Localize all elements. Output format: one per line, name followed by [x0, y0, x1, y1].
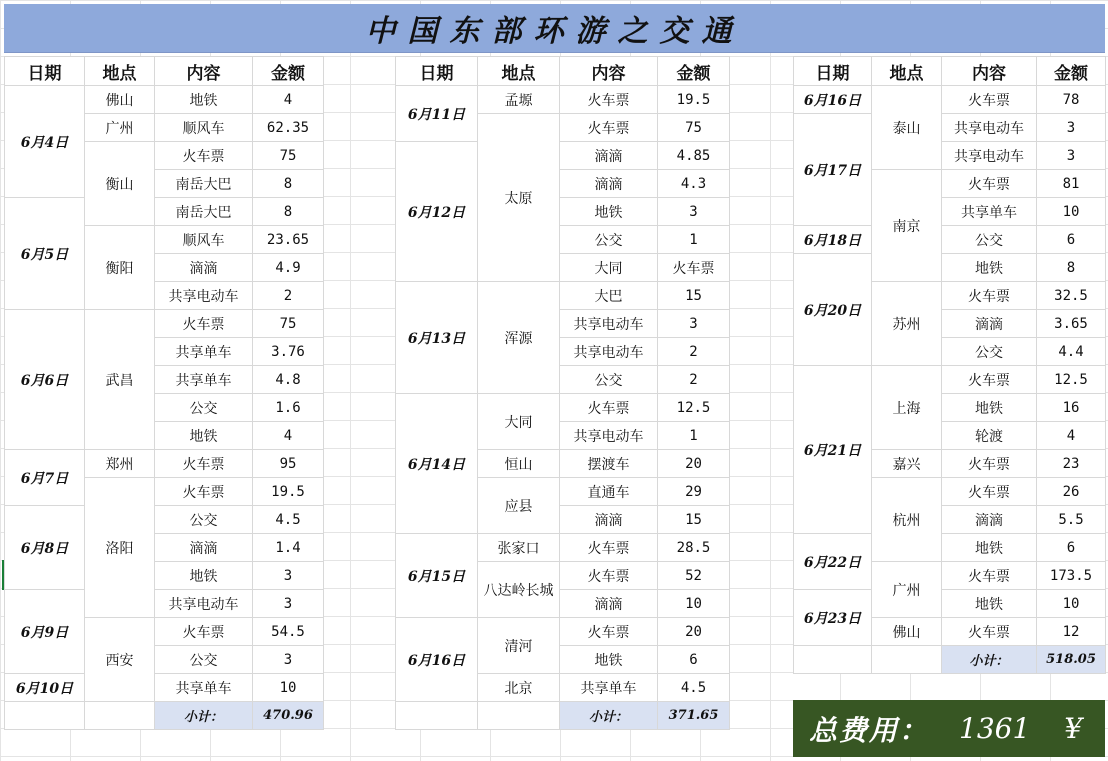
date-cell[interactable]: 6月8日 [5, 506, 85, 590]
content-cell[interactable]: 顺风车 [155, 226, 253, 254]
place-cell[interactable]: 南京 [872, 170, 942, 282]
sheet-title-bar [4, 4, 1105, 53]
content-cell[interactable]: 公交 [560, 366, 658, 394]
amount-cell[interactable]: 8 [253, 170, 324, 198]
date-cell[interactable]: 6月20日 [794, 254, 872, 366]
header-content: 内容 [155, 57, 253, 86]
date-cell[interactable]: 6月14日 [396, 394, 478, 534]
content-cell[interactable]: 摆渡车 [560, 450, 658, 478]
table-row [794, 534, 1106, 562]
amount-cell[interactable]: 3 [658, 310, 730, 338]
amount-cell[interactable]: 20 [658, 450, 730, 478]
amount-cell[interactable]: 10 [1037, 198, 1106, 226]
table-row [794, 590, 1106, 618]
content-cell[interactable]: 共享电动车 [942, 114, 1037, 142]
amount-cell[interactable]: 4 [253, 86, 324, 114]
amount-cell[interactable]: 173.5 [1037, 562, 1106, 590]
place-cell[interactable]: 清河 [478, 618, 560, 674]
place-cell[interactable]: 孟塬 [478, 86, 560, 114]
content-cell[interactable]: 地铁 [155, 422, 253, 450]
table-row [794, 114, 1106, 142]
subtotal-value[interactable]: 470.96 [253, 702, 324, 730]
table-row [5, 506, 324, 534]
amount-cell[interactable]: 23 [1037, 450, 1106, 478]
amount-cell[interactable]: 4.8 [253, 366, 324, 394]
amount-cell[interactable]: 1.6 [253, 394, 324, 422]
expense-table-1 [4, 56, 324, 730]
amount-cell[interactable]: 3 [1037, 142, 1106, 170]
place-cell[interactable]: 苏州 [872, 282, 942, 366]
header-place: 地点 [85, 57, 155, 86]
table-row [5, 674, 324, 702]
content-cell[interactable]: 公交 [155, 394, 253, 422]
expense-table-3 [793, 56, 1106, 674]
content-cell[interactable]: 地铁 [942, 394, 1037, 422]
date-cell[interactable]: 6月22日 [794, 534, 872, 590]
content-cell[interactable]: 轮渡 [942, 422, 1037, 450]
content-cell[interactable]: 火车票 [942, 170, 1037, 198]
place-cell[interactable]: 张家口 [478, 534, 560, 562]
content-cell[interactable]: 共享单车 [155, 674, 253, 702]
amount-cell[interactable]: 10 [1037, 590, 1106, 618]
amount-cell[interactable]: 4 [1037, 422, 1106, 450]
header-content: 内容 [942, 57, 1037, 86]
empty-cell[interactable] [85, 702, 155, 730]
place-cell[interactable]: 大同 [560, 254, 658, 282]
amount-cell[interactable]: 5.5 [1037, 506, 1106, 534]
content-cell[interactable]: 火车票 [942, 450, 1037, 478]
content-cell[interactable]: 共享电动车 [942, 142, 1037, 170]
amount-cell[interactable]: 10 [658, 590, 730, 618]
content-cell[interactable]: 南岳大巴 [155, 198, 253, 226]
content-cell[interactable]: 地铁 [560, 646, 658, 674]
amount-cell[interactable]: 4.3 [658, 170, 730, 198]
header-date: 日期 [396, 57, 478, 86]
content-cell[interactable]: 火车票 [155, 450, 253, 478]
amount-cell[interactable]: 4 [253, 422, 324, 450]
content-cell[interactable]: 共享单车 [155, 338, 253, 366]
content-cell[interactable]: 火车票 [942, 618, 1037, 646]
place-cell[interactable]: 衡阳 [85, 226, 155, 310]
amount-cell[interactable]: 12 [1037, 618, 1106, 646]
table-row [794, 226, 1106, 254]
total-cost-value: 1361 [959, 712, 1031, 745]
content-cell[interactable]: 火车票 [942, 366, 1037, 394]
place-cell[interactable]: 上海 [872, 366, 942, 450]
amount-cell[interactable]: 3.76 [253, 338, 324, 366]
table-row [5, 590, 324, 618]
content-cell[interactable]: 滴滴 [560, 506, 658, 534]
header-row [794, 57, 1106, 86]
date-cell[interactable]: 6月15日 [396, 534, 478, 618]
amount-cell[interactable]: 3.65 [1037, 310, 1106, 338]
place-cell[interactable]: 杭州 [872, 478, 942, 562]
subtotal-value[interactable]: 518.05 [1037, 646, 1106, 674]
amount-cell[interactable]: 32.5 [1037, 282, 1106, 310]
amount-cell[interactable]: 4.5 [658, 674, 730, 702]
date-cell[interactable]: 6月16日 [794, 86, 872, 114]
header-date: 日期 [794, 57, 872, 86]
date-cell[interactable]: 6月4日 [5, 86, 85, 198]
table-row [794, 254, 1106, 282]
content-cell[interactable]: 火车票 [942, 282, 1037, 310]
place-cell[interactable]: 嘉兴 [872, 450, 942, 478]
date-cell[interactable]: 6月7日 [5, 450, 85, 506]
content-cell[interactable]: 火车票 [155, 478, 253, 506]
date-cell[interactable]: 6月13日 [396, 282, 478, 394]
table-row [5, 450, 324, 478]
place-cell[interactable]: 太原 [478, 114, 560, 282]
amount-cell[interactable]: 54.5 [253, 618, 324, 646]
amount-cell[interactable]: 29 [658, 478, 730, 506]
amount-cell[interactable]: 6 [1037, 226, 1106, 254]
expense-table-2 [395, 56, 730, 730]
table-row [396, 86, 730, 114]
place-cell[interactable]: 郑州 [85, 450, 155, 478]
content-cell[interactable]: 滴滴 [155, 254, 253, 282]
amount-cell[interactable]: 3 [253, 590, 324, 618]
date-cell[interactable]: 6月12日 [396, 142, 478, 282]
header-amount: 金额 [1037, 57, 1106, 86]
content-cell[interactable]: 共享电动车 [155, 282, 253, 310]
header-date: 日期 [5, 57, 85, 86]
amount-cell[interactable]: 15 [658, 506, 730, 534]
date-cell[interactable]: 6月17日 [794, 114, 872, 226]
sheet-title: 中国东部环游之交通 [365, 14, 744, 49]
content-cell[interactable]: 火车票 [155, 310, 253, 338]
amount-cell[interactable]: 3 [253, 562, 324, 590]
amount-cell[interactable]: 15 [658, 282, 730, 310]
content-cell[interactable]: 共享单车 [155, 366, 253, 394]
content-cell[interactable]: 地铁 [155, 562, 253, 590]
table-row [5, 198, 324, 226]
date-cell[interactable]: 6月21日 [794, 366, 872, 534]
header-amount: 金额 [658, 57, 730, 86]
amount-cell[interactable]: 4.85 [658, 142, 730, 170]
table-row [794, 366, 1106, 394]
amount-cell[interactable]: 75 [253, 310, 324, 338]
table-row [794, 86, 1106, 114]
date-cell[interactable]: 6月5日 [5, 198, 85, 310]
table-row [396, 394, 730, 422]
content-cell[interactable]: 地铁 [560, 198, 658, 226]
content-cell[interactable]: 公交 [155, 506, 253, 534]
content-cell[interactable]: 滴滴 [560, 170, 658, 198]
amount-cell[interactable]: 16 [1037, 394, 1106, 422]
header-row [396, 57, 730, 86]
place-cell[interactable]: 佛山 [85, 86, 155, 114]
content-cell[interactable]: 滴滴 [942, 310, 1037, 338]
table-row [396, 142, 730, 170]
subtotal-row [794, 646, 1106, 674]
content-cell[interactable]: 公交 [155, 646, 253, 674]
content-cell[interactable]: 南岳大巴 [155, 170, 253, 198]
table-row [396, 618, 730, 646]
table-row [5, 310, 324, 338]
content-cell[interactable]: 滴滴 [155, 534, 253, 562]
place-cell[interactable]: 广州 [872, 562, 942, 618]
amount-cell[interactable]: 3 [1037, 114, 1106, 142]
header-place: 地点 [478, 57, 560, 86]
content-cell[interactable]: 共享电动车 [155, 590, 253, 618]
amount-cell[interactable]: 52 [658, 562, 730, 590]
amount-cell[interactable]: 1 [658, 226, 730, 254]
subtotal-label[interactable]: 小计： [560, 702, 658, 730]
amount-cell[interactable]: 81 [1037, 170, 1106, 198]
place-cell[interactable]: 恒山 [478, 450, 560, 478]
amount-cell[interactable]: 6 [658, 646, 730, 674]
place-cell[interactable]: 应县 [478, 478, 560, 534]
content-cell[interactable]: 公交 [942, 226, 1037, 254]
date-cell[interactable]: 6月9日 [5, 590, 85, 674]
content-cell[interactable]: 公交 [560, 226, 658, 254]
amount-cell[interactable]: 8 [1037, 254, 1106, 282]
amount-cell[interactable]: 78 [1037, 86, 1106, 114]
amount-cell[interactable]: 4.9 [253, 254, 324, 282]
amount-cell[interactable]: 1.4 [253, 534, 324, 562]
header-content: 内容 [560, 57, 658, 86]
date-cell[interactable]: 6月23日 [794, 590, 872, 646]
place-cell[interactable]: 泰山 [872, 86, 942, 170]
amount-cell[interactable]: 2 [658, 366, 730, 394]
empty-cell[interactable] [396, 702, 478, 730]
content-cell[interactable]: 公交 [942, 338, 1037, 366]
content-cell[interactable]: 火车票 [560, 86, 658, 114]
content-cell[interactable]: 火车票 [658, 254, 730, 282]
subtotal-row [5, 702, 324, 730]
amount-cell[interactable]: 62.35 [253, 114, 324, 142]
content-cell[interactable]: 共享电动车 [560, 338, 658, 366]
amount-cell[interactable]: 26 [1037, 478, 1106, 506]
content-cell[interactable]: 火车票 [560, 562, 658, 590]
amount-cell[interactable]: 2 [253, 282, 324, 310]
total-cost-label: 总费用： [809, 713, 930, 747]
content-cell[interactable]: 共享电动车 [560, 310, 658, 338]
amount-cell[interactable]: 19.5 [658, 86, 730, 114]
place-cell[interactable]: 洛阳 [85, 478, 155, 618]
content-cell[interactable]: 地铁 [942, 254, 1037, 282]
place-cell[interactable]: 广州 [85, 114, 155, 142]
content-cell[interactable]: 共享单车 [942, 198, 1037, 226]
date-cell[interactable]: 6月11日 [396, 86, 478, 142]
content-cell[interactable]: 滴滴 [560, 142, 658, 170]
header-amount: 金额 [253, 57, 324, 86]
subtotal-label[interactable]: 小计： [155, 702, 253, 730]
content-cell[interactable]: 共享单车 [560, 674, 658, 702]
content-cell[interactable]: 大巴 [560, 282, 658, 310]
table-row [396, 534, 730, 562]
content-cell[interactable]: 火车票 [942, 562, 1037, 590]
content-cell[interactable]: 共享电动车 [560, 422, 658, 450]
amount-cell[interactable]: 12.5 [658, 394, 730, 422]
amount-cell[interactable]: 10 [253, 674, 324, 702]
amount-cell[interactable]: 3 [658, 198, 730, 226]
content-cell[interactable]: 火车票 [560, 114, 658, 142]
amount-cell[interactable]: 19.5 [253, 478, 324, 506]
subtotal-value[interactable]: 371.65 [658, 702, 730, 730]
content-cell[interactable]: 火车票 [560, 618, 658, 646]
content-cell[interactable]: 滴滴 [942, 506, 1037, 534]
content-cell[interactable]: 顺风车 [155, 114, 253, 142]
content-cell[interactable]: 地铁 [942, 534, 1037, 562]
amount-cell[interactable]: 8 [253, 198, 324, 226]
total-cost-banner [793, 700, 1105, 757]
content-cell[interactable]: 滴滴 [560, 590, 658, 618]
header-place: 地点 [872, 57, 942, 86]
content-cell[interactable]: 火车票 [560, 394, 658, 422]
amount-cell[interactable]: 4.5 [253, 506, 324, 534]
content-cell[interactable]: 火车票 [560, 534, 658, 562]
empty-cell[interactable] [872, 646, 942, 674]
amount-cell[interactable]: 2 [658, 338, 730, 366]
amount-cell[interactable]: 75 [253, 142, 324, 170]
amount-cell[interactable]: 95 [253, 450, 324, 478]
date-cell[interactable]: 6月6日 [5, 310, 85, 450]
content-cell[interactable]: 火车票 [942, 478, 1037, 506]
amount-cell[interactable]: 6 [1037, 534, 1106, 562]
content-cell[interactable]: 火车票 [155, 618, 253, 646]
place-cell[interactable]: 浑源 [478, 282, 560, 394]
place-cell[interactable]: 八达岭长城 [478, 562, 560, 618]
subtotal-row [396, 702, 730, 730]
place-cell[interactable]: 武昌 [85, 310, 155, 450]
date-cell[interactable]: 6月18日 [794, 226, 872, 254]
amount-cell[interactable]: 1 [658, 422, 730, 450]
place-cell[interactable]: 北京 [478, 674, 560, 702]
content-cell[interactable]: 火车票 [155, 142, 253, 170]
table-row [5, 86, 324, 114]
content-cell[interactable]: 火车票 [942, 86, 1037, 114]
place-cell[interactable]: 佛山 [872, 618, 942, 646]
currency-symbol: ¥ [1064, 712, 1083, 745]
place-cell[interactable]: 大同 [478, 394, 560, 450]
amount-cell[interactable]: 75 [658, 114, 730, 142]
amount-cell[interactable]: 28.5 [658, 534, 730, 562]
empty-cell[interactable] [794, 646, 872, 674]
subtotal-label[interactable]: 小计： [942, 646, 1037, 674]
content-cell[interactable]: 直通车 [560, 478, 658, 506]
amount-cell[interactable]: 3 [253, 646, 324, 674]
amount-cell[interactable]: 23.65 [253, 226, 324, 254]
amount-cell[interactable]: 20 [658, 618, 730, 646]
table-row [396, 282, 730, 310]
place-cell[interactable]: 西安 [85, 618, 155, 702]
empty-cell[interactable] [5, 702, 85, 730]
header-row [5, 57, 324, 86]
amount-cell[interactable]: 4.4 [1037, 338, 1106, 366]
amount-cell[interactable]: 12.5 [1037, 366, 1106, 394]
date-cell[interactable]: 6月16日 [396, 618, 478, 702]
empty-cell[interactable] [478, 702, 560, 730]
content-cell[interactable]: 地铁 [155, 86, 253, 114]
date-cell[interactable]: 6月10日 [5, 674, 85, 702]
content-cell[interactable]: 地铁 [942, 590, 1037, 618]
place-cell[interactable]: 衡山 [85, 142, 155, 226]
